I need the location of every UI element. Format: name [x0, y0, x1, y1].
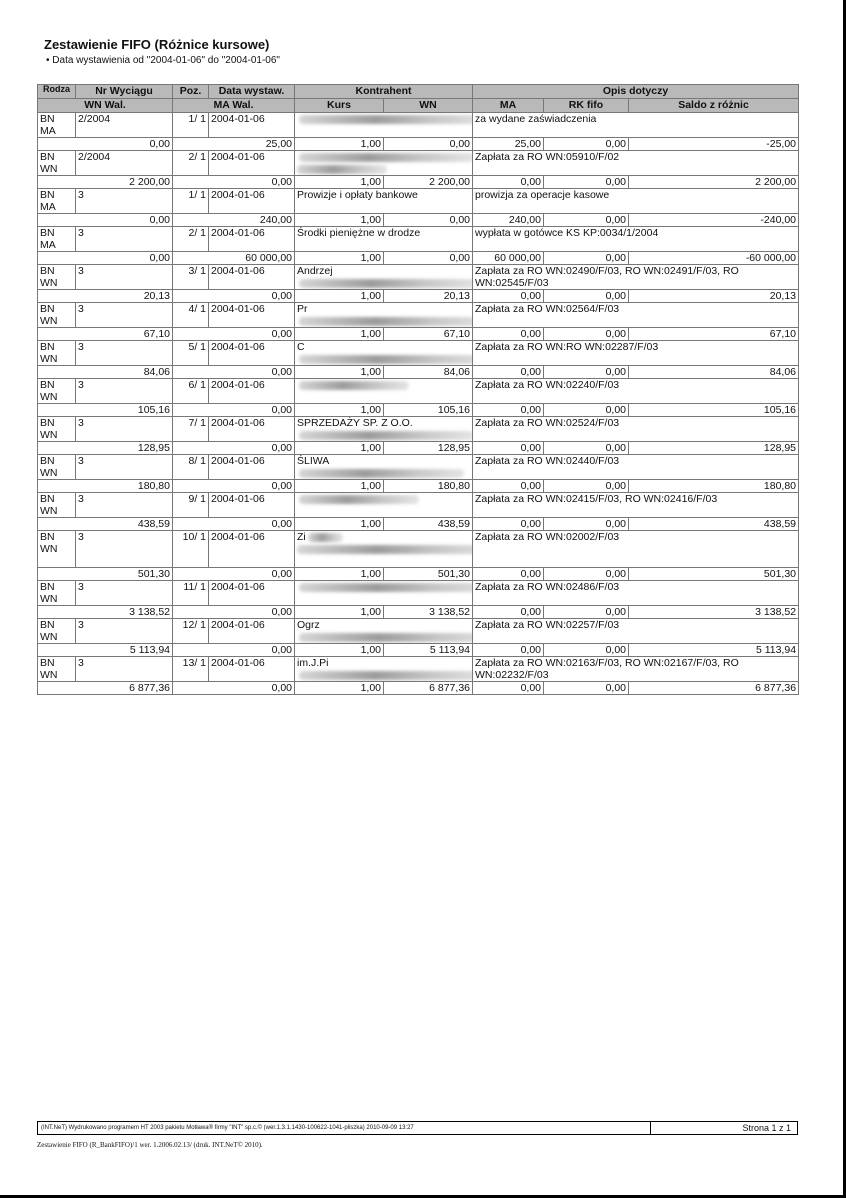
- redacted-name: [299, 633, 473, 642]
- amount-kurs: 1,00: [295, 442, 384, 455]
- amount-ma: 60 000,00: [473, 252, 544, 265]
- amount-ma: 0,00: [473, 442, 544, 455]
- entry-wyciag: 3: [76, 657, 173, 682]
- amount-wn: 6 877,36: [384, 682, 473, 695]
- entry-opis: Zapłata za RO WN:02257/F/03: [473, 619, 799, 644]
- amount-ma-wal: 0,00: [173, 480, 295, 493]
- entry-amount-row: [38, 252, 799, 265]
- amount-wn: 180,80: [384, 480, 473, 493]
- entry-kontrahent: [295, 151, 473, 176]
- entry-row: [38, 455, 799, 480]
- amount-rk-fifo: 0,00: [544, 404, 629, 417]
- entry-poz: 8/ 1: [173, 455, 209, 480]
- entry-wyciag: 3: [76, 303, 173, 328]
- amount-kurs: 1,00: [295, 606, 384, 619]
- entry-type: BN WN: [38, 455, 76, 480]
- table-body: [38, 113, 799, 695]
- entry-type: BN WN: [38, 151, 76, 176]
- entry-poz: 13/ 1: [173, 657, 209, 682]
- redacted-name: [299, 583, 473, 592]
- entry-row: [38, 265, 799, 290]
- amount-kurs: 1,00: [295, 480, 384, 493]
- amount-saldo: 128,95: [629, 442, 799, 455]
- redacted-name: [299, 495, 419, 504]
- amount-ma: 0,00: [473, 568, 544, 581]
- entry-kontrahent-text: SPRZEDAŻY SP. Z O.O.: [297, 417, 413, 429]
- amount-ma-wal: 0,00: [173, 568, 295, 581]
- amount-rk-fifo: 0,00: [544, 644, 629, 657]
- header-rodzaj: Rodza: [38, 85, 76, 99]
- entry-type: BN WN: [38, 417, 76, 442]
- amount-kurs: 1,00: [295, 176, 384, 189]
- amount-wn-wal: 20,13: [38, 290, 173, 303]
- amount-ma: 0,00: [473, 366, 544, 379]
- amount-saldo: -60 000,00: [629, 252, 799, 265]
- entry-kontrahent-text: Prowizje i opłaty bankowe: [297, 189, 418, 201]
- entry-opis: Zapłata za RO WN:RO WN:02287/F/03: [473, 341, 799, 366]
- amount-kurs: 1,00: [295, 644, 384, 657]
- entry-poz: 1/ 1: [173, 189, 209, 214]
- amount-ma: 0,00: [473, 290, 544, 303]
- amount-wn-wal: 438,59: [38, 518, 173, 531]
- amount-wn-wal: 501,30: [38, 568, 173, 581]
- amount-saldo: 501,30: [629, 568, 799, 581]
- amount-wn-wal: 67,10: [38, 328, 173, 341]
- amount-rk-fifo: 0,00: [544, 366, 629, 379]
- entry-data: 2004-01-06: [209, 581, 295, 606]
- entry-type: BN WN: [38, 303, 76, 328]
- amount-kurs: 1,00: [295, 568, 384, 581]
- entry-kontrahent: [295, 227, 473, 252]
- amount-saldo: 67,10: [629, 328, 799, 341]
- amount-ma: 0,00: [473, 606, 544, 619]
- entry-data: 2004-01-06: [209, 227, 295, 252]
- amount-rk-fifo: 0,00: [544, 606, 629, 619]
- amount-kurs: 1,00: [295, 138, 384, 151]
- entry-wyciag: 3: [76, 379, 173, 404]
- page-number: Strona 1 z 1: [742, 1123, 791, 1133]
- entry-kontrahent: [295, 417, 473, 442]
- entry-kontrahent: [295, 581, 473, 606]
- entry-row: [38, 113, 799, 138]
- entry-opis: Zapłata za RO WN:02440/F/03: [473, 455, 799, 480]
- entry-poz: 9/ 1: [173, 493, 209, 518]
- entry-opis: Zapłata za RO WN:02524/F/03: [473, 417, 799, 442]
- amount-kurs: 1,00: [295, 290, 384, 303]
- entry-data: 2004-01-06: [209, 341, 295, 366]
- amount-ma: 0,00: [473, 518, 544, 531]
- redacted-name: [297, 165, 387, 174]
- header-opis-dotyczy: Opis dotyczy: [473, 85, 799, 99]
- amount-ma-wal: 25,00: [173, 138, 295, 151]
- amount-saldo: 438,59: [629, 518, 799, 531]
- entry-kontrahent: [295, 113, 473, 138]
- entry-poz: 7/ 1: [173, 417, 209, 442]
- redacted-name: [308, 533, 343, 542]
- entry-amount-row: [38, 568, 799, 581]
- amount-rk-fifo: 0,00: [544, 442, 629, 455]
- entry-poz: 11/ 1: [173, 581, 209, 606]
- amount-wn: 20,13: [384, 290, 473, 303]
- entry-row: [38, 417, 799, 442]
- amount-kurs: 1,00: [295, 214, 384, 227]
- entry-kontrahent-text: Zi: [297, 531, 306, 543]
- entry-kontrahent: [295, 531, 473, 568]
- entry-amount-row: [38, 138, 799, 151]
- entry-data: 2004-01-06: [209, 657, 295, 682]
- amount-rk-fifo: 0,00: [544, 290, 629, 303]
- amount-rk-fifo: 0,00: [544, 252, 629, 265]
- entry-kontrahent: [295, 265, 473, 290]
- entry-wyciag: 2/2004: [76, 113, 173, 138]
- amount-wn: 3 138,52: [384, 606, 473, 619]
- entry-type: BN WN: [38, 265, 76, 290]
- redacted-name: [299, 469, 464, 478]
- amount-kurs: 1,00: [295, 404, 384, 417]
- redacted-name: [299, 431, 473, 440]
- amount-rk-fifo: 0,00: [544, 328, 629, 341]
- entry-data: 2004-01-06: [209, 113, 295, 138]
- entry-poz: 2/ 1: [173, 151, 209, 176]
- amount-wn-wal: 5 113,94: [38, 644, 173, 657]
- entry-data: 2004-01-06: [209, 455, 295, 480]
- entry-wyciag: 3: [76, 455, 173, 480]
- amount-ma: 0,00: [473, 480, 544, 493]
- amount-wn-wal: 0,00: [38, 214, 173, 227]
- report-subtitle: • Data wystawienia od "2004-01-06" do "2004-01-06": [46, 55, 280, 66]
- entry-data: 2004-01-06: [209, 151, 295, 176]
- entry-type: BN MA: [38, 189, 76, 214]
- entry-opis: Zapłata za RO WN:02163/F/03, RO WN:02167/F/03, RO WN:02232/F/03: [473, 657, 799, 682]
- print-footer: [37, 1121, 798, 1135]
- redacted-name: [299, 671, 473, 680]
- amount-ma: 0,00: [473, 404, 544, 417]
- entry-amount-row: [38, 518, 799, 531]
- entry-kontrahent-text: C: [297, 341, 305, 353]
- entry-amount-row: [38, 644, 799, 657]
- amount-wn: 2 200,00: [384, 176, 473, 189]
- entry-kontrahent: [295, 657, 473, 682]
- amount-rk-fifo: 0,00: [544, 138, 629, 151]
- amount-wn: 0,00: [384, 214, 473, 227]
- header-kontrahent: Kontrahent: [295, 85, 473, 99]
- amount-wn-wal: 0,00: [38, 252, 173, 265]
- header-wn: WN: [384, 99, 473, 113]
- amount-saldo: -25,00: [629, 138, 799, 151]
- redacted-name: [299, 153, 473, 162]
- entry-poz: 5/ 1: [173, 341, 209, 366]
- entry-type: BN WN: [38, 531, 76, 568]
- amount-ma-wal: 240,00: [173, 214, 295, 227]
- amount-ma-wal: 0,00: [173, 442, 295, 455]
- amount-saldo: 6 877,36: [629, 682, 799, 695]
- entry-amount-row: [38, 606, 799, 619]
- amount-wn-wal: 6 877,36: [38, 682, 173, 695]
- entry-opis: Zapłata za RO WN:02564/F/03: [473, 303, 799, 328]
- entry-row: [38, 379, 799, 404]
- amount-wn-wal: 128,95: [38, 442, 173, 455]
- entry-amount-row: [38, 480, 799, 493]
- entry-opis: Zapłata za RO WN:05910/F/02: [473, 151, 799, 176]
- entry-opis: prowizja za operacje kasowe: [473, 189, 799, 214]
- amount-saldo: 180,80: [629, 480, 799, 493]
- entry-wyciag: 3: [76, 493, 173, 518]
- amount-saldo: 20,13: [629, 290, 799, 303]
- amount-rk-fifo: 0,00: [544, 480, 629, 493]
- amount-saldo: 84,06: [629, 366, 799, 379]
- redacted-name: [299, 317, 473, 326]
- amount-wn: 67,10: [384, 328, 473, 341]
- entry-type: BN WN: [38, 493, 76, 518]
- entry-kontrahent-text: Ogrz: [297, 619, 320, 631]
- amount-ma-wal: 0,00: [173, 366, 295, 379]
- entry-wyciag: 3: [76, 417, 173, 442]
- amount-ma-wal: 0,00: [173, 518, 295, 531]
- entry-opis: Zapłata za RO WN:02415/F/03, RO WN:02416/F/03: [473, 493, 799, 518]
- header-nr-wyciagu: Nr Wyciągu: [76, 85, 173, 99]
- entry-data: 2004-01-06: [209, 619, 295, 644]
- amount-ma-wal: 0,00: [173, 682, 295, 695]
- entry-amount-row: [38, 682, 799, 695]
- amount-ma-wal: 0,00: [173, 176, 295, 189]
- entry-wyciag: 3: [76, 531, 173, 568]
- entry-type: BN WN: [38, 581, 76, 606]
- amount-saldo: -240,00: [629, 214, 799, 227]
- amount-rk-fifo: 0,00: [544, 518, 629, 531]
- amount-wn-wal: 0,00: [38, 138, 173, 151]
- amount-wn: 438,59: [384, 518, 473, 531]
- amount-kurs: 1,00: [295, 366, 384, 379]
- amount-saldo: 2 200,00: [629, 176, 799, 189]
- header-ma-wal: MA Wal.: [173, 99, 295, 113]
- entry-type: BN MA: [38, 113, 76, 138]
- entry-opis: wypłata w gotówce KS KP:0034/1/2004: [473, 227, 799, 252]
- amount-ma: 25,00: [473, 138, 544, 151]
- header-row-2: [38, 99, 799, 113]
- entry-amount-row: [38, 404, 799, 417]
- entry-poz: 6/ 1: [173, 379, 209, 404]
- amount-wn: 501,30: [384, 568, 473, 581]
- amount-rk-fifo: 0,00: [544, 176, 629, 189]
- entry-row: [38, 303, 799, 328]
- footer-divider: [650, 1122, 651, 1134]
- entry-amount-row: [38, 442, 799, 455]
- amount-ma: 0,00: [473, 644, 544, 657]
- entry-data: 2004-01-06: [209, 303, 295, 328]
- header-saldo: Saldo z różnic: [629, 99, 799, 113]
- entry-kontrahent-text: im.J.Pi: [297, 657, 329, 669]
- entry-wyciag: 3: [76, 581, 173, 606]
- entry-row: [38, 657, 799, 682]
- entry-amount-row: [38, 214, 799, 227]
- header-row-1: [38, 85, 799, 99]
- entry-kontrahent: [295, 619, 473, 644]
- redacted-name: [299, 279, 473, 288]
- entry-row: [38, 341, 799, 366]
- amount-wn-wal: 2 200,00: [38, 176, 173, 189]
- amount-ma-wal: 0,00: [173, 644, 295, 657]
- amount-saldo: 5 113,94: [629, 644, 799, 657]
- header-kurs: Kurs: [295, 99, 384, 113]
- entry-wyciag: 2/2004: [76, 151, 173, 176]
- header-ma: MA: [473, 99, 544, 113]
- fifo-table: [37, 84, 799, 695]
- entry-opis: za wydane zaświadczenia: [473, 113, 799, 138]
- amount-ma-wal: 60 000,00: [173, 252, 295, 265]
- footer-print-info: (INT.NeT) Wydrukowano programem HT 2003 pakietu Motława® firmy "INT" sp.c.© (wer.1.3.1.1430-100622-1041-pliszka) 2010-09-09 13:27: [41, 1125, 414, 1131]
- report-footnote: Zestawienie FIFO (R_BankFIFO)/1 wer. 1.2006.02.13/ (druk. INT.NeT© 2010).: [37, 1141, 263, 1149]
- entry-row: [38, 531, 799, 568]
- entry-kontrahent: [295, 303, 473, 328]
- amount-wn: 84,06: [384, 366, 473, 379]
- amount-kurs: 1,00: [295, 518, 384, 531]
- amount-ma-wal: 0,00: [173, 328, 295, 341]
- entry-row: [38, 227, 799, 252]
- entry-type: BN MA: [38, 227, 76, 252]
- entry-opis: Zapłata za RO WN:02240/F/03: [473, 379, 799, 404]
- entry-data: 2004-01-06: [209, 379, 295, 404]
- entry-data: 2004-01-06: [209, 531, 295, 568]
- amount-kurs: 1,00: [295, 328, 384, 341]
- amount-ma-wal: 0,00: [173, 290, 295, 303]
- entry-data: 2004-01-06: [209, 417, 295, 442]
- entry-amount-row: [38, 366, 799, 379]
- amount-rk-fifo: 0,00: [544, 682, 629, 695]
- entry-row: [38, 581, 799, 606]
- entry-wyciag: 3: [76, 227, 173, 252]
- entry-type: BN WN: [38, 341, 76, 366]
- entry-row: [38, 189, 799, 214]
- entry-poz: 2/ 1: [173, 227, 209, 252]
- amount-kurs: 1,00: [295, 682, 384, 695]
- entry-poz: 1/ 1: [173, 113, 209, 138]
- entry-kontrahent: [295, 379, 473, 404]
- entry-poz: 12/ 1: [173, 619, 209, 644]
- amount-rk-fifo: 0,00: [544, 568, 629, 581]
- amount-wn: 105,16: [384, 404, 473, 417]
- entry-opis: Zapłata za RO WN:02002/F/03: [473, 531, 799, 568]
- entry-kontrahent: [295, 493, 473, 518]
- amount-kurs: 1,00: [295, 252, 384, 265]
- amount-ma: 0,00: [473, 176, 544, 189]
- amount-wn: 0,00: [384, 252, 473, 265]
- amount-rk-fifo: 0,00: [544, 214, 629, 227]
- entry-row: [38, 493, 799, 518]
- entry-kontrahent: [295, 341, 473, 366]
- entry-poz: 10/ 1: [173, 531, 209, 568]
- header-rk-fifo: RK fifo: [544, 99, 629, 113]
- entry-amount-row: [38, 176, 799, 189]
- entry-amount-row: [38, 328, 799, 341]
- entry-amount-row: [38, 290, 799, 303]
- entry-poz: 4/ 1: [173, 303, 209, 328]
- amount-wn: 128,95: [384, 442, 473, 455]
- header-poz: Poz.: [173, 85, 209, 99]
- amount-saldo: 105,16: [629, 404, 799, 417]
- header-wn-wal: WN Wal.: [38, 99, 173, 113]
- redacted-name: [299, 355, 473, 364]
- redacted-name: [299, 381, 409, 390]
- entry-data: 2004-01-06: [209, 493, 295, 518]
- amount-ma: 240,00: [473, 214, 544, 227]
- amount-ma: 0,00: [473, 328, 544, 341]
- amount-ma-wal: 0,00: [173, 404, 295, 417]
- entry-kontrahent-text: Pr: [297, 303, 308, 315]
- entry-data: 2004-01-06: [209, 189, 295, 214]
- entry-opis: Zapłata za RO WN:02486/F/03: [473, 581, 799, 606]
- report-title: Zestawienie FIFO (Różnice kursowe): [44, 37, 270, 52]
- entry-kontrahent-text: Andrzej: [297, 265, 333, 277]
- entry-type: BN WN: [38, 379, 76, 404]
- entry-row: [38, 619, 799, 644]
- entry-type: BN WN: [38, 619, 76, 644]
- header-data-wystaw: Data wystaw.: [209, 85, 295, 99]
- amount-saldo: 3 138,52: [629, 606, 799, 619]
- entry-wyciag: 3: [76, 341, 173, 366]
- entry-type: BN WN: [38, 657, 76, 682]
- redacted-name: [299, 115, 473, 124]
- amount-wn: 0,00: [384, 138, 473, 151]
- entry-wyciag: 3: [76, 189, 173, 214]
- entry-opis: Zapłata za RO WN:02490/F/03, RO WN:02491/F/03, RO WN:02545/F/03: [473, 265, 799, 290]
- entry-kontrahent: [295, 455, 473, 480]
- redacted-name: [297, 545, 473, 554]
- entry-wyciag: 3: [76, 265, 173, 290]
- entry-data: 2004-01-06: [209, 265, 295, 290]
- amount-wn-wal: 105,16: [38, 404, 173, 417]
- amount-ma-wal: 0,00: [173, 606, 295, 619]
- amount-ma: 0,00: [473, 682, 544, 695]
- entry-row: [38, 151, 799, 176]
- entry-kontrahent: [295, 189, 473, 214]
- entry-wyciag: 3: [76, 619, 173, 644]
- amount-wn-wal: 180,80: [38, 480, 173, 493]
- amount-wn: 5 113,94: [384, 644, 473, 657]
- amount-wn-wal: 3 138,52: [38, 606, 173, 619]
- amount-wn-wal: 84,06: [38, 366, 173, 379]
- entry-poz: 3/ 1: [173, 265, 209, 290]
- entry-kontrahent-text: ŚLIWA: [297, 455, 330, 467]
- entry-kontrahent-text: Środki pieniężne w drodze: [297, 227, 421, 239]
